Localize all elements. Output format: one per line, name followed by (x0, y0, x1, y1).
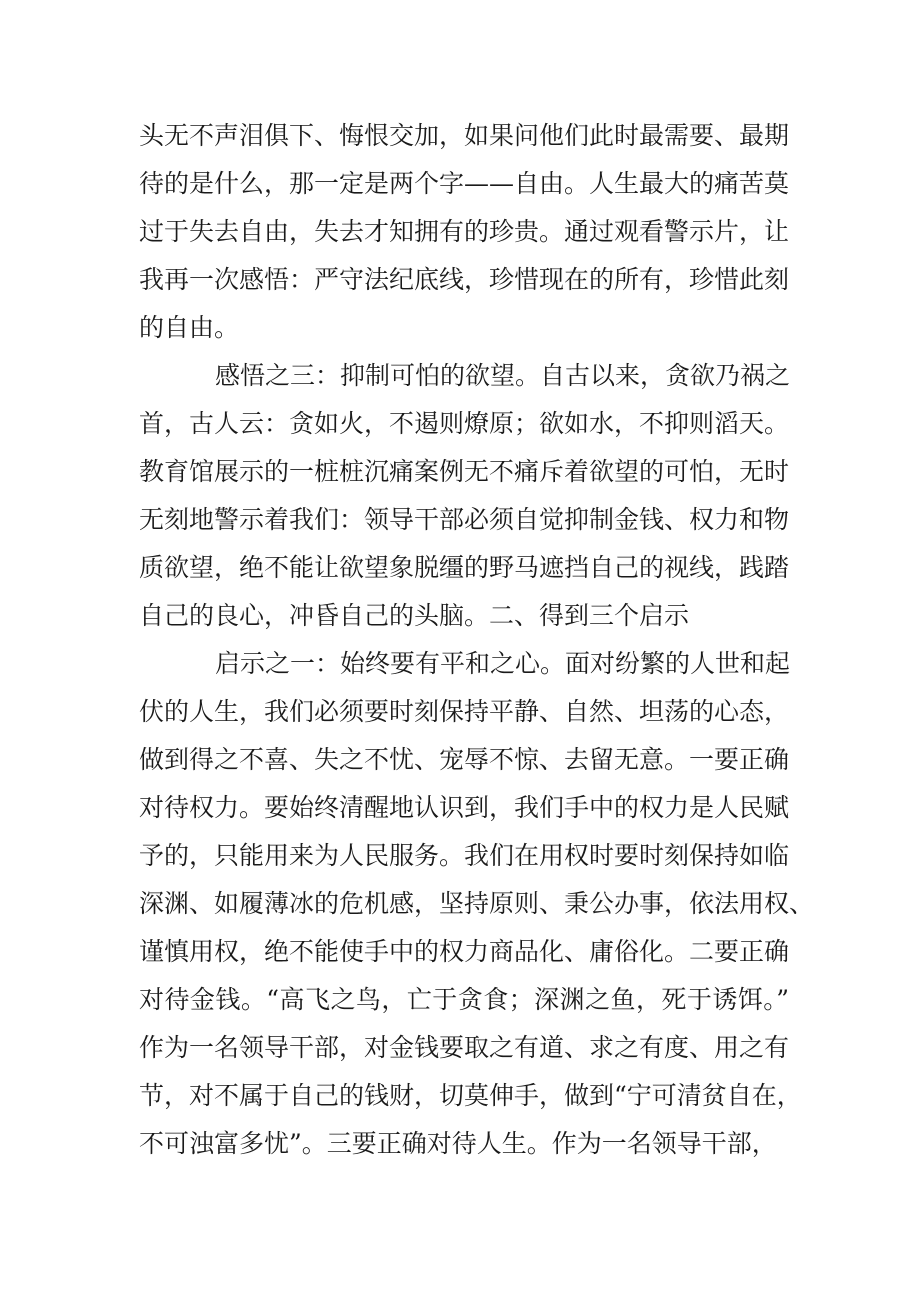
document-body (139, 112, 815, 1168)
text-line: 予的，只能用来为人民服务。我们在用权时要时刻保持如临 (139, 841, 790, 870)
text-line: 我再一次感悟：严守法纪底线，珍惜现在的所有，珍惜此刻 (139, 265, 790, 294)
text-line: 节，对不属于自己的钱财，切莫伸手，做到“宁可清贫自在， (139, 1081, 802, 1110)
text-line: 伏的人生，我们必须要时刻保持平静、自然、坦荡的心态， (139, 697, 790, 726)
text-line: 的自由。 (139, 313, 240, 342)
text-line: 启示之一：始终要有平和之心。面对纷繁的人世和起 (215, 649, 791, 678)
text-line: 不可浊富多忧”。三要正确对待人生。作为一名领导干部， (139, 1129, 777, 1158)
text-line: 作为一名领导干部，对金钱要取之有道、求之有度、用之有 (139, 1033, 790, 1062)
paragraph-3 (139, 640, 815, 1168)
text-line: 感悟之三：抑制可怕的欲望。自古以来，贪欲乃祸之 (215, 361, 791, 390)
text-line: 做到得之不喜、失之不忧、宠辱不惊、去留无意。一要正确 (139, 745, 790, 774)
paragraph-1 (139, 112, 789, 352)
text-line: 对待金钱。“高飞之鸟，亡于贪食；深渊之鱼，死于诱饵。” (139, 985, 789, 1014)
text-line: 对待权力。要始终清醒地认识到，我们手中的权力是人民赋 (139, 793, 790, 822)
text-line: 过于失去自由，失去才知拥有的珍贵。通过观看警示片，让 (139, 217, 790, 246)
text-line: 无刻地警示着我们：领导干部必须自觉抑制金钱、权力和物 (139, 505, 790, 534)
text-line: 谨慎用权，绝不能使手中的权力商品化、庸俗化。二要正确 (139, 937, 790, 966)
text-line: 质欲望，绝不能让欲望象脱缰的野马遮挡自己的视线，践踏 (139, 553, 790, 582)
text-line: 深渊、如履薄冰的危机感，坚持原则、秉公办事，依法用权、 (139, 889, 815, 918)
text-line: 待的是什么，那一定是两个字——自由。人生最大的痛苦莫 (139, 169, 790, 198)
text-line: 首，古人云：贪如火，不遏则燎原；欲如水，不抑则滔天。 (139, 409, 790, 438)
text-line: 教育馆展示的一桩桩沉痛案例无不痛斥着欲望的可怕，无时 (139, 457, 790, 486)
text-line: 自己的良心，冲昏自己的头脑。二、得到三个启示 (139, 601, 690, 630)
text-line: 头无不声泪俱下、悔恨交加，如果问他们此时最需要、最期 (139, 121, 790, 150)
paragraph-2 (139, 352, 789, 640)
